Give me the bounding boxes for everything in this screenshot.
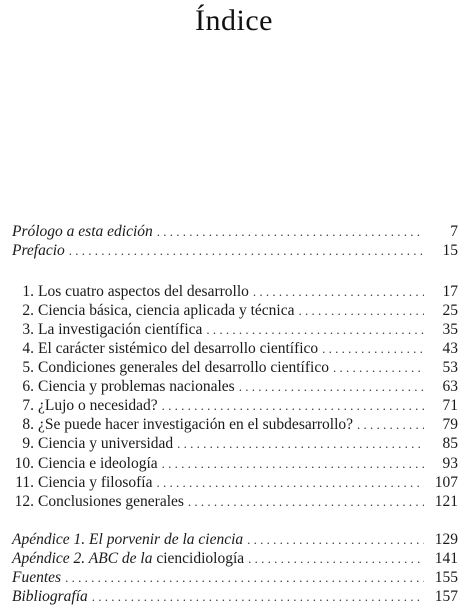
toc-entry-label: Apéndice 2. ABC de la [12,550,153,567]
toc-page-number: 85 [442,435,458,452]
toc-entry-label: El carácter sistémico del desarrollo científico [38,340,319,357]
chapter-number: 4. [22,340,34,357]
toc-entry-label: Ciencia y universidad [38,435,174,452]
leader-dots [357,415,424,435]
toc-entry-apendice-1[interactable] [12,530,458,550]
toc-page-number: 129 [434,531,458,548]
leader-dots [69,241,424,261]
toc-page-number: 121 [434,493,458,510]
toc-page-number: 141 [434,550,458,567]
leader-dots [162,396,424,416]
leader-dots [65,568,424,588]
toc-entry-chapter-5[interactable] [12,358,458,378]
chapter-number: 6. [22,378,34,395]
leader-dots [157,473,425,493]
chapter-number: 3. [22,321,34,338]
toc-entry-label: Apéndice 1. El porvenir de la ciencia [12,531,244,548]
leader-dots [248,549,424,569]
chapter-number: 1. [22,283,34,300]
leader-dots [206,320,424,340]
chapter-number: 8. [22,416,34,433]
toc-entry-chapter-4[interactable] [12,339,458,359]
toc-entry-chapter-1[interactable] [12,282,458,302]
toc-entry-label: Bibliografía [12,588,88,605]
toc-page-number: 25 [442,302,458,319]
toc-page-number: 155 [434,569,458,586]
toc-page-number: 43 [442,340,458,357]
chapter-number: 2. [22,302,34,319]
leader-dots [162,454,424,474]
toc-entry-chapter-3[interactable] [12,320,458,340]
toc-entry-label: Ciencia y problemas nacionales [38,378,235,395]
toc-entry-label: Los cuatro aspectos del desarrollo [38,283,249,300]
leader-dots [333,358,424,378]
chapter-number: 9. [22,435,34,452]
chapter-number: 11. [15,474,34,491]
chapter-number: 7. [22,397,34,414]
toc-entry-label: ¿Lujo o necesidad? [38,397,158,414]
toc-page-number: 157 [434,588,458,605]
toc-entry-chapter-2[interactable] [12,301,458,321]
leader-dots [298,301,424,321]
leader-dots [239,377,424,397]
toc-entry-apendice-2[interactable] [12,549,458,569]
toc-entry-label: Condiciones generales del desarrollo científico [38,359,329,376]
toc-page-number: 93 [442,455,458,472]
chapter-number: 10. [14,455,34,472]
toc-entry-label: La investigación científica [38,321,203,338]
leader-dots [322,339,424,359]
toc-page-number: 7 [450,223,458,240]
leader-dots [188,492,424,512]
toc-page-number: 35 [442,321,458,338]
toc-page-number: 79 [442,416,458,433]
toc-entry-label: Prólogo a esta edición [12,223,153,240]
toc-entry-prefacio[interactable] [12,241,458,261]
page-title: Índice [195,4,273,37]
toc-entry-chapter-7[interactable] [12,396,458,416]
leader-dots [177,434,424,454]
toc-entry-label: ¿Se puede hacer investigación en el subdesarrollo? [38,416,354,433]
toc-entry-chapter-12[interactable] [12,492,458,512]
chapter-number: 12. [14,493,34,510]
toc-page-number: 63 [442,378,458,395]
toc-entry-prologo[interactable] [12,222,458,242]
leader-dots [253,282,424,302]
leader-dots [157,222,424,242]
toc-entry-label: Ciencia y filosofía [38,474,153,491]
leader-dots [247,530,424,550]
toc-page-number: 71 [442,397,458,414]
toc-entry-chapter-6[interactable] [12,377,458,397]
toc-entry-bibliografia[interactable] [12,587,458,607]
toc-entry-chapter-9[interactable] [12,434,458,454]
toc-entry-label: Fuentes [12,569,62,586]
toc-entry-label: Conclusiones generales [38,493,184,510]
leader-dots [92,587,424,607]
toc-entry-chapter-10[interactable] [12,454,458,474]
toc-entry-label: Prefacio [12,242,65,259]
toc-entry-label: Ciencia e ideología [38,455,158,472]
toc-page-number: 15 [442,242,458,259]
chapter-number: 5. [22,359,34,376]
toc-entry-chapter-8[interactable] [12,415,458,435]
toc-entry-fuentes[interactable] [12,568,458,588]
toc-page-number: 53 [442,359,458,376]
toc-page-number: 17 [442,283,458,300]
toc-entry-label: Ciencia básica, ciencia aplicada y técnica [38,302,295,319]
toc-entry-label-rest: ciencidiología [152,550,245,567]
toc-entry-chapter-11[interactable] [12,473,458,493]
toc-page-number: 107 [434,474,458,491]
